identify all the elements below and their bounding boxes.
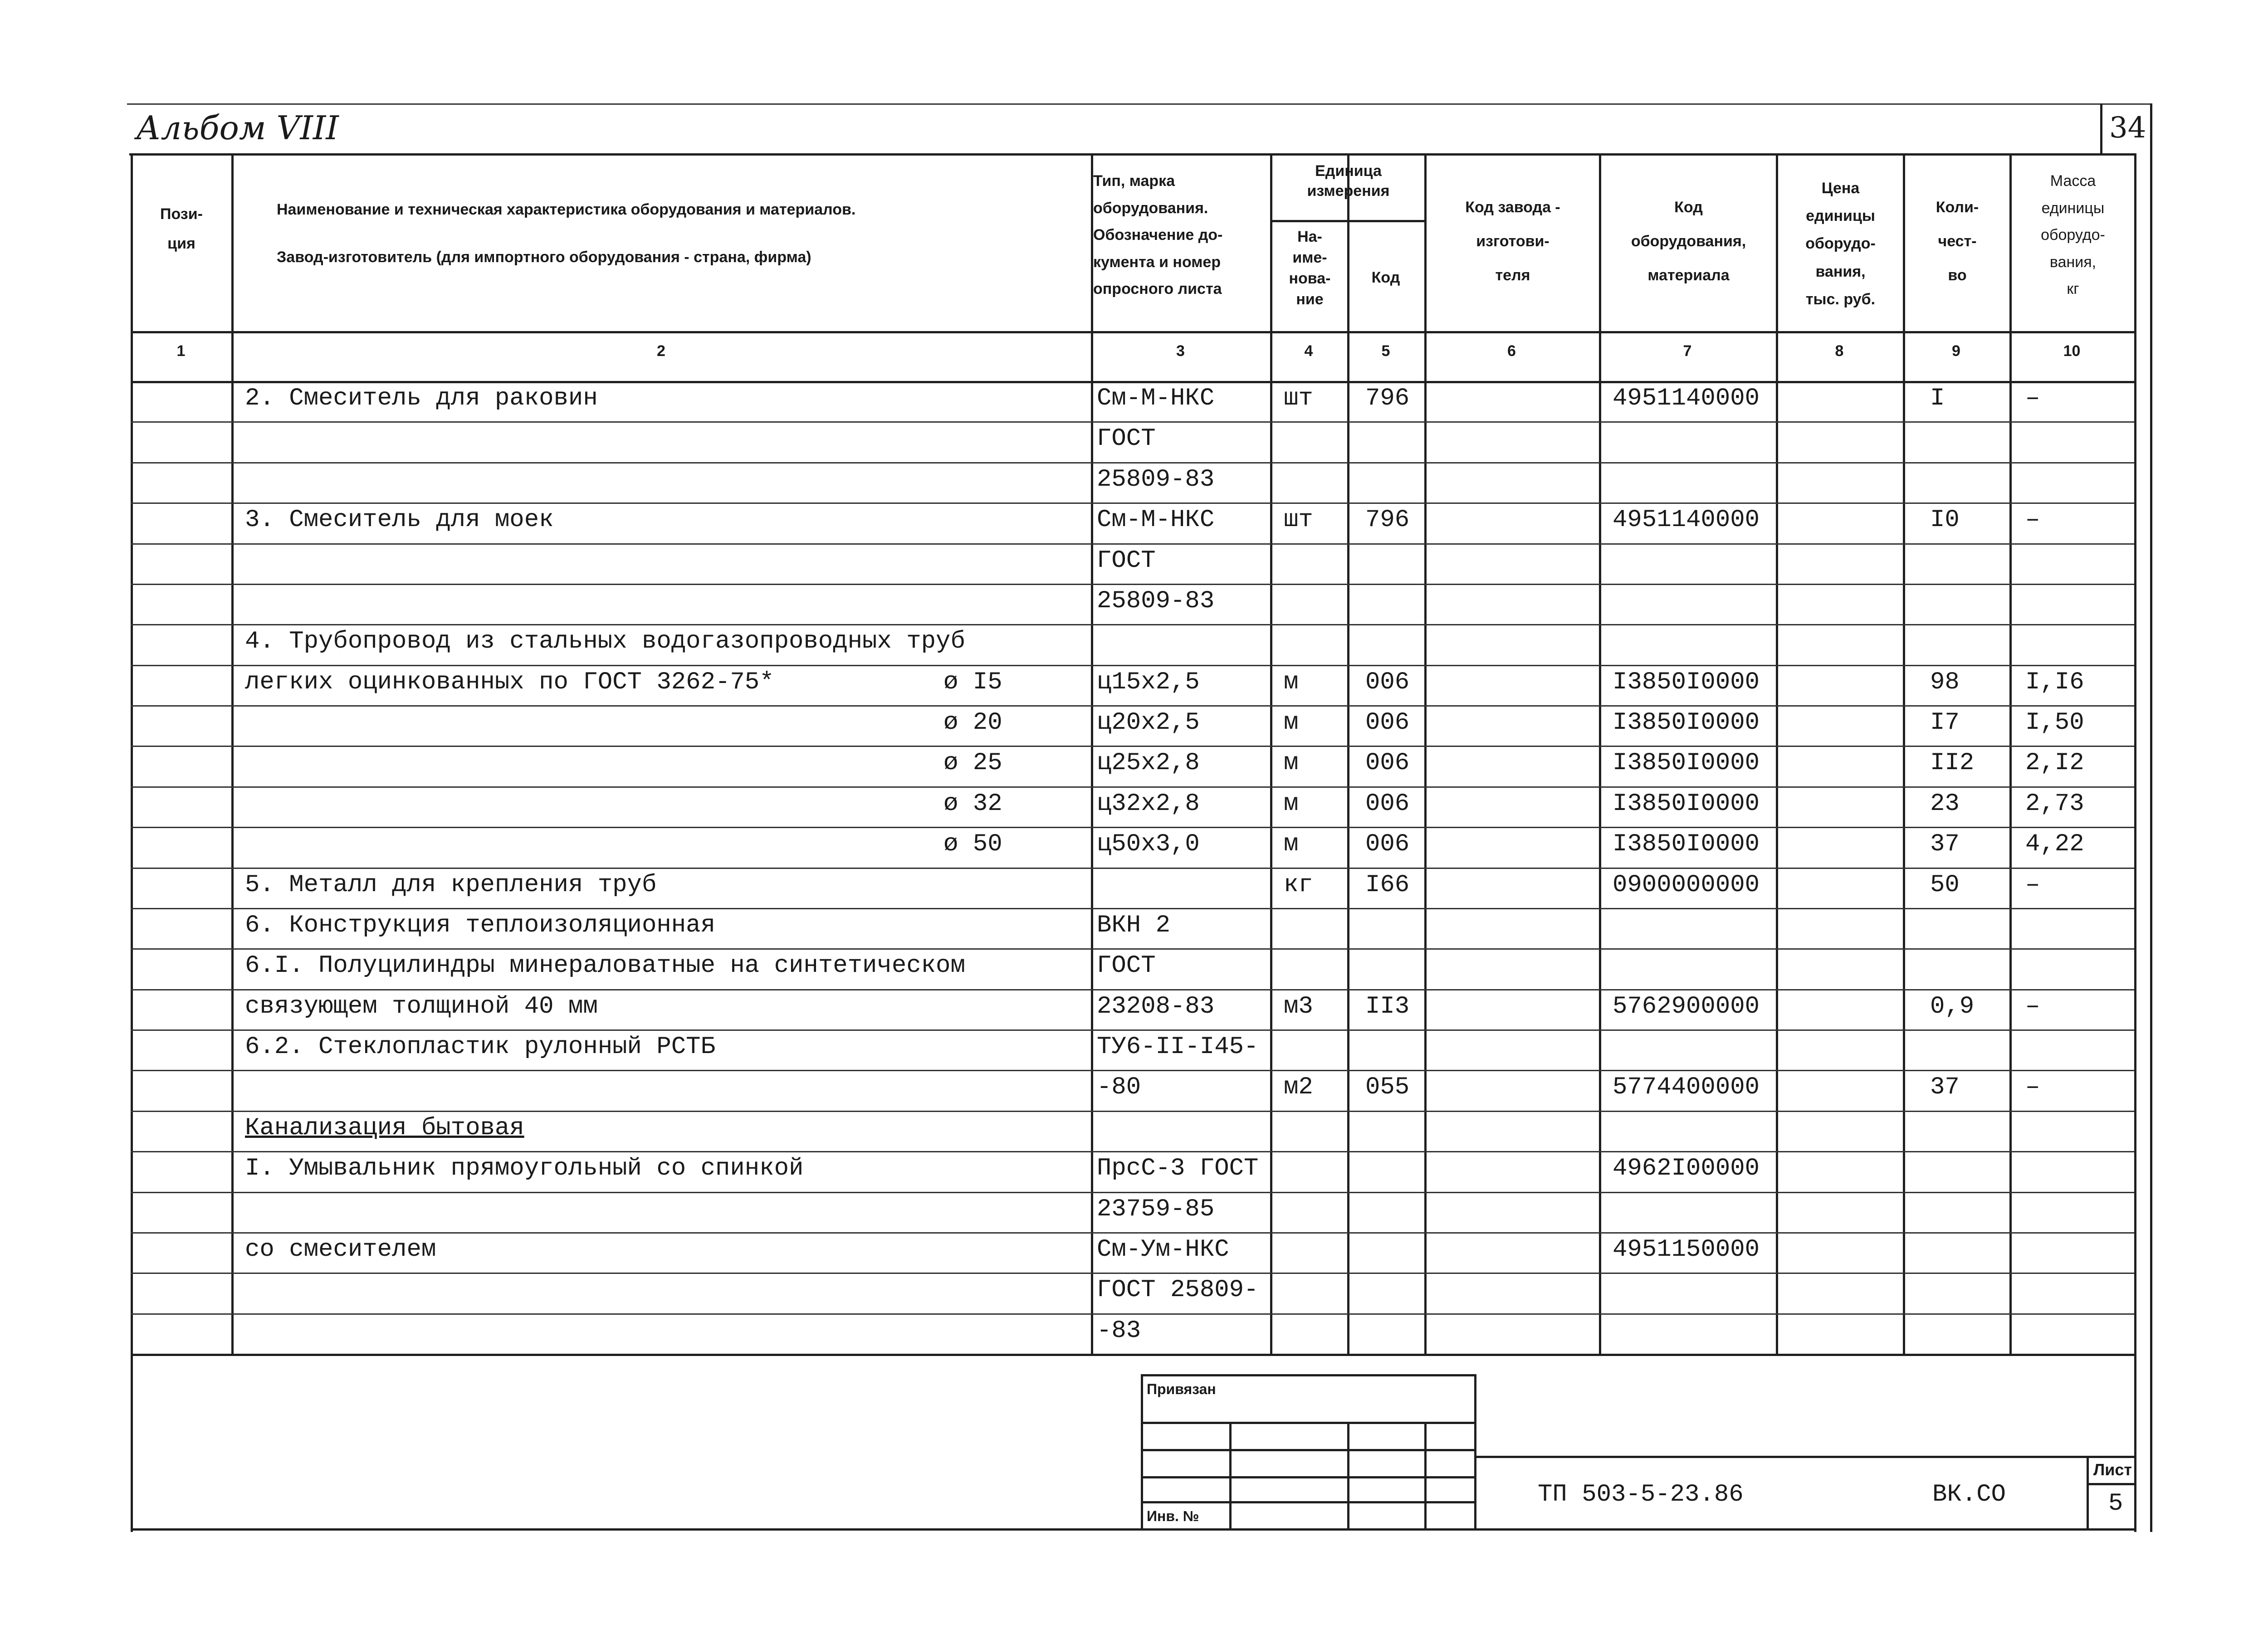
row-19-type: ПрсС-3 ГОСТ xyxy=(1097,1155,1259,1183)
header-col7: Код оборудования, материала xyxy=(1631,199,1746,284)
row-15-mass: – xyxy=(2025,992,2040,1020)
row-11-code: I3850I0000 xyxy=(1613,830,1760,858)
row-15-qty: 0,9 xyxy=(1930,992,1975,1020)
header-bottom-line xyxy=(131,331,2134,333)
row-line-6 xyxy=(131,624,2134,625)
row-16-type: ТУ6-II-I45- xyxy=(1097,1033,1259,1061)
row-4-type: ГОСТ xyxy=(1097,546,1156,575)
row-22-type: ГОСТ 25809- xyxy=(1097,1276,1259,1304)
header-col8: Цена единицы оборудо- вания, тыс. руб. xyxy=(1805,180,1876,308)
row-line-11 xyxy=(131,827,2134,828)
header-col2-line1: Наименование и техническая характеристика оборудования и материалов. xyxy=(277,201,856,218)
row-15-ucode: II3 xyxy=(1365,992,1410,1020)
row-12-qty: 50 xyxy=(1930,871,1960,899)
col-line-0 xyxy=(131,153,133,1532)
row-17-type: -80 xyxy=(1097,1073,1141,1102)
col-line-5 xyxy=(1424,153,1427,1354)
row-5-type: 25809-83 xyxy=(1097,587,1215,615)
row-line-12 xyxy=(131,868,2134,869)
row-9-ucode: 006 xyxy=(1365,749,1410,777)
row-12-name: 5. Металл для крепления труб xyxy=(245,871,657,899)
col-line-9 xyxy=(2009,153,2012,1354)
row-3-unit: шт xyxy=(1284,506,1313,534)
row-line-4 xyxy=(131,543,2134,545)
row-16-name: 6.2. Стеклопластик рулонный РСТБ xyxy=(245,1033,715,1061)
sheet-num-box-right xyxy=(2150,103,2152,1532)
row-12-code: 0900000000 xyxy=(1613,871,1760,899)
row-line-7 xyxy=(131,665,2134,666)
row-line-14 xyxy=(131,948,2134,950)
col-line-6 xyxy=(1599,153,1601,1354)
column-number-8: 8 xyxy=(1835,342,1844,360)
row-0-name: 2. Смеситель для раковин xyxy=(245,385,598,412)
body-bottom-line xyxy=(131,1354,2134,1356)
row-0-code: 4951140000 xyxy=(1613,385,1760,412)
row-19-code: 4962I00000 xyxy=(1613,1155,1760,1183)
row-3-name: 3. Смеситель для моек xyxy=(245,506,554,534)
row-7-type: ц15х2,5 xyxy=(1097,668,1200,696)
row-11-qty: 37 xyxy=(1930,830,1960,858)
row-9-code: I3850I0000 xyxy=(1613,749,1760,777)
row-line-23 xyxy=(131,1313,2134,1315)
row-10-dia: ø 32 xyxy=(943,790,1002,818)
row-20-type: 23759-85 xyxy=(1097,1195,1215,1223)
row-line-1 xyxy=(131,421,2134,423)
row-21-type: См-Ум-НКС xyxy=(1097,1235,1229,1263)
row-14-name: 6.I. Полуцилиндры минераловатные на синтетическом xyxy=(245,952,965,980)
stamp-right xyxy=(1474,1374,1476,1528)
row-8-qty: I7 xyxy=(1930,709,1960,737)
sheet-num-box-left xyxy=(2100,103,2102,153)
column-number-6: 6 xyxy=(1507,342,1516,360)
row-17-ucode: 055 xyxy=(1365,1073,1410,1102)
row-11-type: ц50х3,0 xyxy=(1097,830,1200,858)
row-8-unit: м xyxy=(1284,709,1299,737)
row-9-unit: м xyxy=(1284,749,1299,777)
row-11-unit: м xyxy=(1284,830,1299,858)
row-10-ucode: 006 xyxy=(1365,790,1410,818)
column-number-2: 2 xyxy=(657,342,665,360)
header-col5: Код xyxy=(1371,269,1400,286)
col-line-1 xyxy=(231,153,234,1354)
row-7-ucode: 006 xyxy=(1365,668,1410,696)
row-1-type: ГОСТ xyxy=(1097,425,1156,453)
stamp-v2 xyxy=(1347,1422,1349,1528)
row-9-mass: 2,I2 xyxy=(2025,749,2084,777)
row-7-dia: ø I5 xyxy=(943,668,1002,696)
row-2-type: 25809-83 xyxy=(1097,465,1215,493)
row-0-unit: шт xyxy=(1284,385,1313,412)
row-0-type: См-М-НКС xyxy=(1097,385,1215,412)
column-number-7: 7 xyxy=(1683,342,1692,360)
row-23-type: -83 xyxy=(1097,1317,1141,1345)
row-21-name: со смесителем xyxy=(245,1235,436,1263)
album-title: Альбом VIII xyxy=(136,109,339,147)
list-box-divider xyxy=(2087,1483,2134,1485)
header-col6: Код завода - изготови- теля xyxy=(1465,199,1560,284)
row-8-type: ц20х2,5 xyxy=(1097,709,1200,737)
row-12-unit: кг xyxy=(1284,871,1313,899)
row-13-type: ВКН 2 xyxy=(1097,911,1171,939)
row-0-ucode: 796 xyxy=(1365,385,1410,412)
doc-section: ВК.СО xyxy=(1932,1481,2006,1508)
row-3-code: 4951140000 xyxy=(1613,506,1760,534)
col-line-7 xyxy=(1776,153,1778,1354)
title-block-top xyxy=(1474,1456,2134,1458)
header-col9: Коли- чест- во xyxy=(1936,199,1979,284)
row-10-mass: 2,73 xyxy=(2025,790,2084,818)
numbers-bottom-line xyxy=(131,381,2134,383)
column-number-10: 10 xyxy=(2063,342,2081,360)
row-line-16 xyxy=(131,1029,2134,1031)
row-7-name: легких оцинкованных по ГОСТ 3262-75* xyxy=(245,668,774,696)
column-number-9: 9 xyxy=(1952,342,1960,360)
row-17-unit: м2 xyxy=(1284,1073,1313,1102)
row-line-3 xyxy=(131,502,2134,504)
row-12-mass: – xyxy=(2025,871,2040,899)
row-line-5 xyxy=(131,584,2134,585)
row-3-ucode: 796 xyxy=(1365,506,1410,534)
row-9-qty: II2 xyxy=(1930,749,1975,777)
header-col4: На- име- нова- ние xyxy=(1289,228,1331,308)
row-line-15 xyxy=(131,989,2134,990)
col-line-10 xyxy=(2134,153,2136,1532)
row-15-name: связующем толщиной 40 мм xyxy=(245,992,598,1020)
list-number: 5 xyxy=(2108,1490,2123,1517)
row-19-name: I. Умывальник прямоугольный со спинкой xyxy=(245,1155,804,1183)
stamp-left xyxy=(1141,1374,1143,1528)
row-line-19 xyxy=(131,1151,2134,1152)
row-10-code: I3850I0000 xyxy=(1613,790,1760,818)
list-label: Лист xyxy=(2093,1460,2132,1479)
row-line-8 xyxy=(131,705,2134,707)
column-number-5: 5 xyxy=(1381,342,1390,360)
row-7-qty: 98 xyxy=(1930,668,1960,696)
column-number-1: 1 xyxy=(176,342,186,360)
row-9-type: ц25х2,8 xyxy=(1097,749,1200,777)
row-line-22 xyxy=(131,1273,2134,1274)
header-unit-group: Единица измерения xyxy=(1307,162,1390,200)
stamp-inv: Инв. № xyxy=(1147,1508,1199,1524)
row-line-18 xyxy=(131,1111,2134,1112)
row-21-code: 4951150000 xyxy=(1613,1235,1760,1263)
row-11-mass: 4,22 xyxy=(2025,830,2084,858)
row-7-unit: м xyxy=(1284,668,1299,696)
row-7-code: I3850I0000 xyxy=(1613,668,1760,696)
stamp-top xyxy=(1141,1374,1474,1376)
row-18-name: Канализация бытовая xyxy=(245,1114,524,1142)
sheet-bottom-line xyxy=(131,1528,2134,1531)
row-10-qty: 23 xyxy=(1930,790,1960,818)
col-line-2 xyxy=(1091,153,1093,1354)
doc-code: ТП 503-5-23.86 xyxy=(1538,1481,1744,1508)
row-17-mass: – xyxy=(2025,1073,2040,1102)
row-11-ucode: 006 xyxy=(1365,830,1410,858)
stamp-v3 xyxy=(1424,1422,1427,1528)
column-number-3: 3 xyxy=(1176,342,1185,360)
row-line-10 xyxy=(131,786,2134,788)
row-3-type: См-М-НКС xyxy=(1097,506,1215,534)
col-line-3 xyxy=(1270,153,1272,1354)
header-col10: Масса единицы оборудо- вания, кг xyxy=(2041,172,2105,298)
header-col2-line2: Завод-изготовитель (для импортного оборудования - страна, фирма) xyxy=(277,249,811,266)
row-10-type: ц32х2,8 xyxy=(1097,790,1200,818)
row-15-unit: м3 xyxy=(1284,992,1313,1020)
row-line-17 xyxy=(131,1070,2134,1071)
row-15-code: 5762900000 xyxy=(1613,992,1760,1020)
row-line-9 xyxy=(131,746,2134,747)
col-line-4 xyxy=(1347,153,1349,1354)
row-line-2 xyxy=(131,462,2134,463)
row-9-dia: ø 25 xyxy=(943,749,1002,777)
row-8-dia: ø 20 xyxy=(943,709,1002,737)
row-8-mass: I,50 xyxy=(2025,709,2084,737)
row-14-type: ГОСТ xyxy=(1097,952,1156,980)
row-8-ucode: 006 xyxy=(1365,709,1410,737)
row-3-mass: – xyxy=(2025,506,2040,534)
column-number-4: 4 xyxy=(1304,342,1313,360)
row-7-mass: I,I6 xyxy=(2025,668,2084,696)
row-15-type: 23208-83 xyxy=(1097,992,1215,1020)
stamp-v1 xyxy=(1229,1422,1232,1528)
row-0-qty: I xyxy=(1930,385,1945,412)
row-line-21 xyxy=(131,1232,2134,1234)
row-13-name: 6. Конструкция теплоизоляционная xyxy=(245,911,715,939)
row-11-dia: ø 50 xyxy=(943,830,1002,858)
stamp-privyazan: Привязан xyxy=(1147,1381,1216,1397)
top-border xyxy=(127,103,2150,105)
unit-group-divider xyxy=(1270,220,1424,222)
row-8-code: I3850I0000 xyxy=(1613,709,1760,737)
row-line-13 xyxy=(131,908,2134,909)
row-3-qty: I0 xyxy=(1930,506,1960,534)
row-10-unit: м xyxy=(1284,790,1299,818)
header-col3: Тип, марка оборудования. Обозначение до- кумента и номер опросного листа xyxy=(1093,172,1223,298)
row-6-name: 4. Трубопровод из стальных водогазопроводных труб xyxy=(245,628,965,656)
table-top-line xyxy=(129,153,2134,156)
row-17-qty: 37 xyxy=(1930,1073,1960,1102)
sheet-corner-number: 34 xyxy=(2109,111,2146,145)
row-12-ucode: I66 xyxy=(1365,871,1410,899)
row-17-code: 5774400000 xyxy=(1613,1073,1760,1102)
row-0-mass: – xyxy=(2025,385,2040,412)
row-line-20 xyxy=(131,1192,2134,1193)
col-line-8 xyxy=(1903,153,1905,1354)
list-box-left xyxy=(2087,1456,2089,1528)
header-col1: Пози- ция xyxy=(160,205,203,252)
